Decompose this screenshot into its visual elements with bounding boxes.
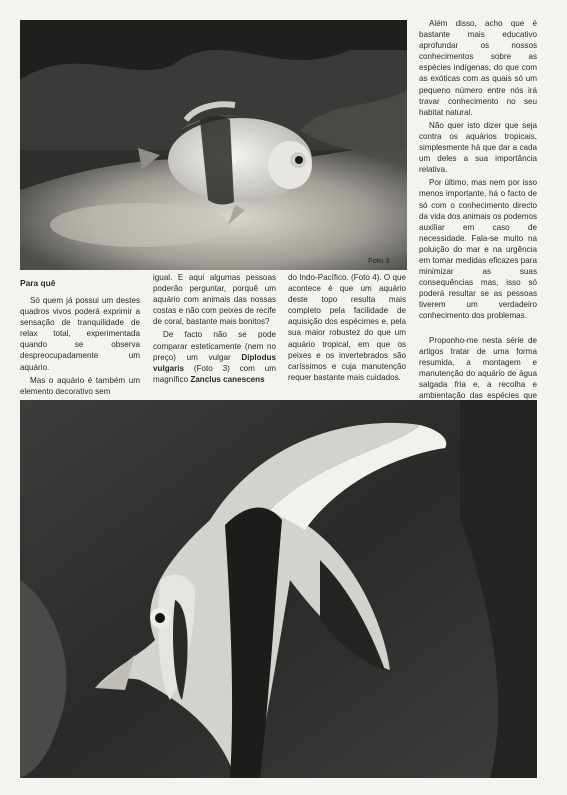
paragraph: do Indo-Pacífico. (Foto 4). O que acontece é que um aquário deste topo resulta mais completo pela facilidade de aquisição dos espécimes e, pela sua maior robustez do que um aquário tropical, em que os peixes e os invertebrados são caríssimos e cuja manutenção requer bastante mais cuidados. (288, 273, 406, 382)
paragraph: Além disso, acho que é bastante mais educativo aprofundar os nossos conhecimentos sobre as espécies indígenas, do que com as exóticas com as quais só um pequeno número entre nós irá travar conhecimento no seu habitat natural. (419, 19, 537, 117)
article-column-1 (20, 278, 140, 410)
species-name: Diplodus vulgaris (153, 352, 276, 373)
text-run: De facto não se pode comparar esteticamente (nem no preço) um vulgar (153, 330, 276, 362)
fish-photo-bottom (20, 400, 537, 778)
species-name: Zanclus canescens (190, 374, 265, 384)
paragraph: Por último, mas nem por isso menos importante, há o facto de só com o conhecimento directo da vida dos animais os podemos auxiliar em caso de necessidade. Fala-se muito na poluição do mar e na urgência em tomar medidas eficazes para minimizar as suas consequências mas, isso só poderá resultar se as pessoas tiverem um verdadeiro conhecimento dos problemas. (419, 178, 537, 321)
paragraph: Proponho-me nesta série de artigos tratar de uma forma resumida, a montagem e manutenção do aquário de água salgada fria e, a recolha e ambientação das espécies que (419, 335, 537, 400)
photo-diplodus-vulgaris (20, 20, 407, 270)
article-column-3 (288, 272, 406, 383)
paragraph: igual. E aqui algumas pessoas poderão perguntar, porquê um aquário com animais das nossas costas e não com peixes de recife de coral, bastante mais bonitos? (153, 273, 276, 327)
paragraph: Só quem já possui um destes quadros vivos poderá exprimir a sensação de tranquilidade de relax total, experimentada quando se observa despreocupadamente um aquário. (20, 296, 140, 372)
paragraph: Não quer isto dizer que seja contra os aquários tropicais, simplesmente há que dar a cada um deles a sua importância relativa. (419, 120, 537, 175)
photo-caption-foto-3: Foto 3 (368, 256, 390, 265)
text-run: (Foto 3) com um magnífico (153, 363, 276, 384)
photo-zanclus-canescens (20, 400, 537, 778)
article-column-4 (419, 18, 537, 412)
paragraph (153, 329, 276, 384)
section-heading: Para quê (20, 278, 56, 288)
fish-photo-top (20, 20, 407, 270)
article-column-2 (153, 272, 276, 385)
paragraph: Mas o aquário é também um elemento decorativo sem (20, 375, 140, 396)
